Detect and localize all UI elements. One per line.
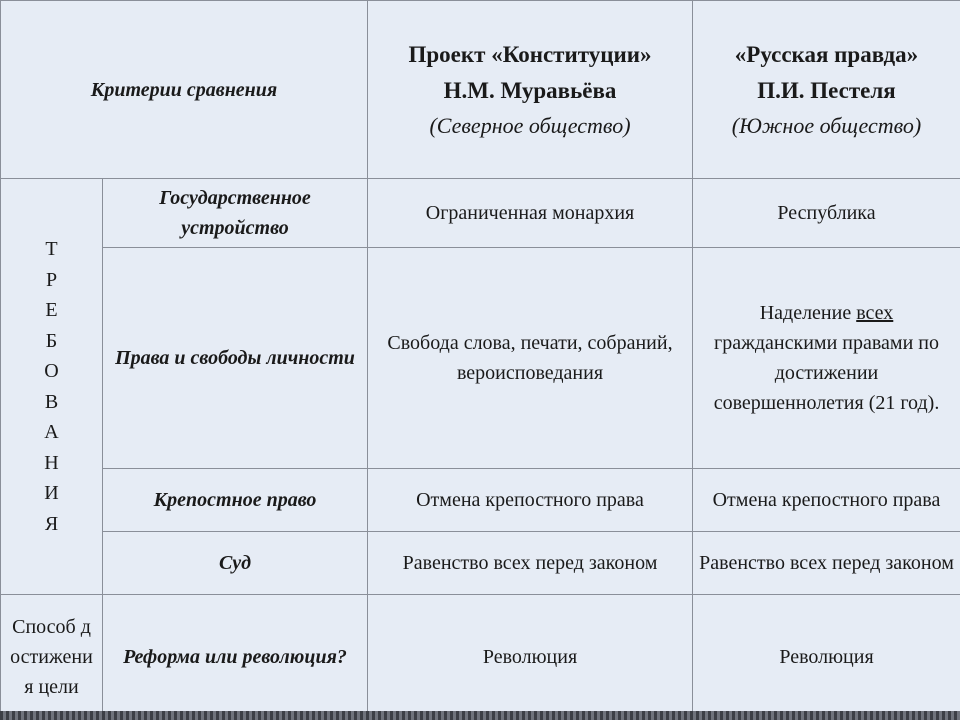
cell-government-pestel: Республика [693,179,960,248]
header-muravyov [368,1,693,179]
header-col2-title-line1: «Русская правда» [734,41,919,67]
header-col2-title-line2: П.И. Пестеля [757,77,896,103]
cell-court-muravyov: Равенство всех перед законом [368,532,693,595]
header-criteria: Критерии сравнения [1,1,368,179]
cell-rights-muravyov: Свобода слова, печати, собраний, вероисповедания [368,248,693,469]
table-row [1,595,960,720]
cell-rights-pestel: Наделение всех гражданскими правами по достижении совершеннолетия (21 год). [693,248,960,469]
cell-serfdom-pestel: Отмена крепостного права [693,469,960,532]
underlined-word: всех [856,302,894,324]
criterion-serfdom: Крепостное право [103,469,368,532]
requirements-letters: Т Р Е Б О В А Н И Я [44,238,59,535]
criterion-court: Суд [103,532,368,595]
header-col1-subtitle: (Северное общество) [429,112,631,138]
header-row [1,1,960,179]
cell-government-muravyov: Ограниченная монархия [368,179,693,248]
table-row [1,179,960,248]
table-row [1,469,960,532]
cell-method-pestel: Революция [693,595,960,720]
table-row [1,248,960,469]
criterion-method: Реформа или революция? [103,595,368,720]
header-col1-title-line1: Проект «Конституции» [408,41,652,67]
criterion-government: Государственное устройство [103,179,368,248]
method-label: Способ достижения цели [1,595,103,720]
header-col2-subtitle: (Южное общество) [731,112,922,138]
cell-serfdom-muravyov: Отмена крепостного права [368,469,693,532]
table-row [1,532,960,595]
bottom-strip [0,711,960,720]
cell-court-pestel: Равенство всех перед законом [693,532,960,595]
header-col1-title-line2: Н.М. Муравьёва [443,77,617,103]
criterion-rights: Права и свободы личности [103,248,368,469]
header-pestel [693,1,960,179]
cell-method-muravyov: Революция [368,595,693,720]
requirements-label [1,179,103,595]
